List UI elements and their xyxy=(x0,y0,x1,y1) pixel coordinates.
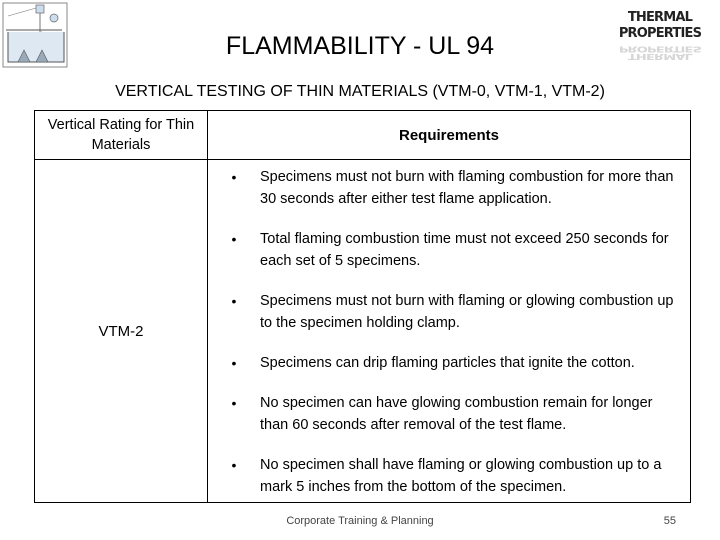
list-item xyxy=(208,290,690,334)
requirement-text: No specimen shall have flaming or glowing combustion up to a mark 5 inches from the bottom of the specimen. xyxy=(260,457,662,495)
table-header-row xyxy=(35,111,691,160)
list-item xyxy=(208,228,690,272)
requirement-text: Specimens must not burn with flaming combustion for more than 30 seconds after either test flame application. xyxy=(260,169,674,207)
requirements-table xyxy=(34,110,691,503)
bullet-icon: • xyxy=(231,395,237,411)
requirement-text: Total flaming combustion time must not exceed 250 seconds for each set of 5 specimens. xyxy=(260,231,669,269)
table-row xyxy=(35,160,691,503)
bullet-icon: • xyxy=(231,231,237,247)
bullet-icon: • xyxy=(231,457,237,473)
bullet-icon: • xyxy=(231,355,237,371)
logo-reflection: THERMAL PROPERTIES xyxy=(618,44,702,61)
header-requirements: Requirements xyxy=(208,111,691,160)
requirements-cell xyxy=(208,160,691,503)
list-item xyxy=(208,392,690,436)
requirements-list xyxy=(208,166,690,498)
bullet-icon: • xyxy=(231,169,237,185)
footer-text: Corporate Training & Planning xyxy=(286,515,434,527)
slide-title: FLAMMABILITY - UL 94 xyxy=(225,32,495,60)
requirement-text: Specimens must not burn with flaming or glowing combustion up to the specimen holding clamp. xyxy=(260,293,674,331)
requirement-text: No specimen can have glowing combustion remain for longer than 60 seconds after removal of the test flame. xyxy=(260,395,653,433)
slide-subtitle: VERTICAL TESTING OF THIN MATERIALS (VTM-0, VTM-1, VTM-2) xyxy=(115,83,605,100)
list-item xyxy=(208,352,690,374)
requirement-text: Specimens can drip flaming particles that ignite the cotton. xyxy=(260,355,635,371)
logo-text: THERMAL PROPERTIES xyxy=(618,10,702,41)
list-item xyxy=(208,454,690,498)
header-rating: Vertical Rating for Thin Materials xyxy=(35,111,208,160)
bullet-icon: • xyxy=(231,293,237,309)
rating-cell: VTM-2 xyxy=(35,160,208,503)
list-item xyxy=(208,166,690,210)
page-number: 55 xyxy=(663,515,676,527)
